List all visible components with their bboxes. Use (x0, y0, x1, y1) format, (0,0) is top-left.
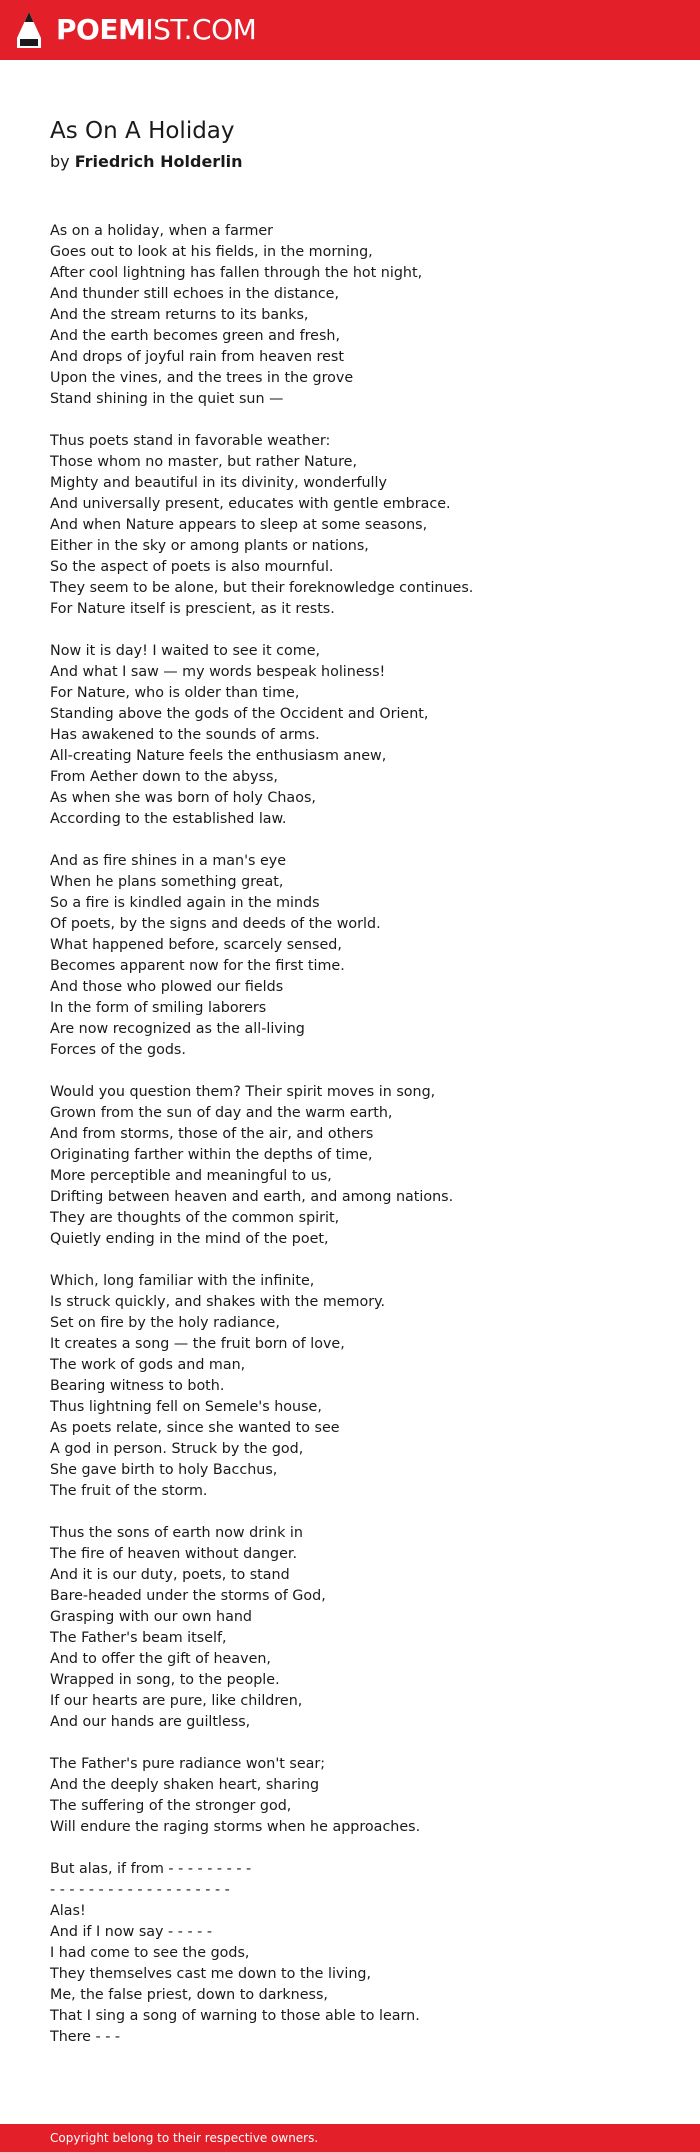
poem-line: The Father's beam itself, (50, 1630, 227, 1646)
poem-line: Grasping with our own hand (50, 1609, 253, 1625)
poem-line: All-creating Nature feels the enthusiasm anew, (50, 748, 387, 764)
stanza-break (50, 830, 660, 851)
poem-line: Are now recognized as the all-living (50, 1021, 305, 1037)
site-logo[interactable] (16, 10, 256, 50)
poem-line: The fire of heaven without danger. (50, 1546, 298, 1562)
poem-line: Upon the vines, and the trees in the grove (50, 370, 354, 386)
poem-line: Those whom no master, but rather Nature, (50, 454, 357, 470)
poem-line: And the deeply shaken heart, sharing (50, 1777, 320, 1793)
poem-line: In the form of smiling laborers (50, 1000, 267, 1016)
poem-line: They seem to be alone, but their foreknowledge continues. (50, 580, 474, 596)
poem-line: And drops of joyful rain from heaven rest (50, 349, 344, 365)
poem-line: When he plans something great, (50, 874, 284, 890)
poem-line: They themselves cast me down to the living, (50, 1966, 372, 1982)
poem-line: The fruit of the storm. (50, 1483, 208, 1499)
poem-line: According to the established law. (50, 811, 287, 827)
poem-line: Grown from the sun of day and the warm earth, (50, 1105, 393, 1121)
stanza-break (50, 1838, 660, 1859)
site-footer (0, 2124, 700, 2152)
poem-line: The work of gods and man, (50, 1357, 246, 1373)
poem-line: And those who plowed our fields (50, 979, 284, 995)
poem-title: As On A Holiday (50, 118, 235, 144)
poem-line: As on a holiday, when a farmer (50, 223, 274, 239)
poem-line: Thus lightning fell on Semele's house, (50, 1399, 322, 1415)
poem-line: As when she was born of holy Chaos, (50, 790, 316, 806)
poem-line: They are thoughts of the common spirit, (50, 1210, 340, 1226)
poem-line: A god in person. Struck by the god, (50, 1441, 304, 1457)
poem-line: Forces of the gods. (50, 1042, 186, 1058)
poem-line: - - - - - - - - - - - - - - - - - - - (50, 1882, 230, 1898)
poem-line: Will endure the raging storms when he approaches. (50, 1819, 421, 1835)
poem-line: Bare-headed under the storms of God, (50, 1588, 326, 1604)
poem-line: And if I now say - - - - - (50, 1924, 213, 1940)
stanza-break (50, 1061, 660, 1082)
poem-line: And to offer the gift of heaven, (50, 1651, 271, 1667)
poem-byline (50, 150, 660, 174)
logo-wordmark-bold: POEM (56, 13, 146, 46)
poem-line: Would you question them? Their spirit moves in song, (50, 1084, 436, 1100)
poem-author: Friedrich Holderlin (74, 152, 243, 171)
logo-wordmark-light: IST.COM (145, 13, 257, 46)
pencil-logo-icon (16, 10, 42, 50)
poem-line: As poets relate, since she wanted to see (50, 1420, 340, 1436)
poem-line: There - - - (50, 2029, 121, 2045)
site-header (0, 0, 700, 60)
poem-line: More perceptible and meaningful to us, (50, 1168, 332, 1184)
poem-line: And as fire shines in a man's eye (50, 853, 287, 869)
poem-line: Drifting between heaven and earth, and among nations. (50, 1189, 454, 1205)
poem-line: And the stream returns to its banks, (50, 307, 309, 323)
stanza-break (50, 410, 660, 431)
poem-line: And universally present, educates with gentle embrace. (50, 496, 451, 512)
poem-line: Quietly ending in the mind of the poet, (50, 1231, 329, 1247)
poem-line: And it is our duty, poets, to stand (50, 1567, 290, 1583)
poem-line: What happened before, scarcely sensed, (50, 937, 342, 953)
stanza-break (50, 1250, 660, 1271)
poem-line: Becomes apparent now for the first time. (50, 958, 345, 974)
poem-line: For Nature, who is older than time, (50, 685, 300, 701)
stanza-break (50, 1733, 660, 1754)
poem-line: But alas, if from - - - - - - - - - (50, 1861, 252, 1877)
poem-line: So a fire is kindled again in the minds (50, 895, 320, 911)
poem-line: Thus the sons of earth now drink in (50, 1525, 303, 1541)
poem-line: And from storms, those of the air, and others (50, 1126, 374, 1142)
byline-label: by (50, 152, 70, 171)
stanza-break (50, 620, 660, 641)
poem-line: If our hearts are pure, like children, (50, 1693, 303, 1709)
poem-line: Originating farther within the depths of time, (50, 1147, 373, 1163)
poem-line: She gave birth to holy Bacchus, (50, 1462, 278, 1478)
stanza-break (50, 1502, 660, 1523)
poem-line: Standing above the gods of the Occident and Orient, (50, 706, 429, 722)
poem-line: Set on fire by the holy radiance, (50, 1315, 280, 1331)
poem-line: Is struck quickly, and shakes with the memory. (50, 1294, 386, 1310)
poem-line: That I sing a song of warning to those able to learn. (50, 2008, 420, 2024)
poem-line: And thunder still echoes in the distance, (50, 286, 340, 302)
poem-line: And our hands are guiltless, (50, 1714, 251, 1730)
poem-line: For Nature itself is prescient, as it rests. (50, 601, 335, 617)
poem-line: Either in the sky or among plants or nations, (50, 538, 369, 554)
poem-line: After cool lightning has fallen through the hot night, (50, 265, 423, 281)
poem-line: Alas! (50, 1903, 86, 1919)
poem-line: And what I saw — my words bespeak holiness! (50, 664, 386, 680)
poem-line: The Father's pure radiance won't sear; (50, 1756, 326, 1772)
poem-line: Bearing witness to both. (50, 1378, 225, 1394)
logo-wordmark (56, 10, 256, 50)
poem-line: Wrapped in song, to the people. (50, 1672, 280, 1688)
poem-line: And when Nature appears to sleep at some seasons, (50, 517, 428, 533)
poem-line: From Aether down to the abyss, (50, 769, 278, 785)
poem-line: Of poets, by the signs and deeds of the world. (50, 916, 381, 932)
poem-article (50, 112, 660, 2048)
poem-line: Goes out to look at his fields, in the morning, (50, 244, 373, 260)
poem-body (50, 221, 660, 2048)
poem-line: It creates a song — the fruit born of love, (50, 1336, 345, 1352)
poem-line: So the aspect of poets is also mournful. (50, 559, 334, 575)
copyright-notice: Copyright belong to their respective owners. (50, 2131, 319, 2145)
poem-line: Thus poets stand in favorable weather: (50, 433, 331, 449)
poem-line: The suffering of the stronger god, (50, 1798, 292, 1814)
poem-line: Which, long familiar with the infinite, (50, 1273, 315, 1289)
poem-line: Mighty and beautiful in its divinity, wonderfully (50, 475, 387, 491)
poem-line: I had come to see the gods, (50, 1945, 250, 1961)
poem-line: And the earth becomes green and fresh, (50, 328, 341, 344)
poem-line: Stand shining in the quiet sun — (50, 391, 284, 407)
poem-line: Me, the false priest, down to darkness, (50, 1987, 328, 2003)
poem-line: Has awakened to the sounds of arms. (50, 727, 320, 743)
poem-line: Now it is day! I waited to see it come, (50, 643, 321, 659)
